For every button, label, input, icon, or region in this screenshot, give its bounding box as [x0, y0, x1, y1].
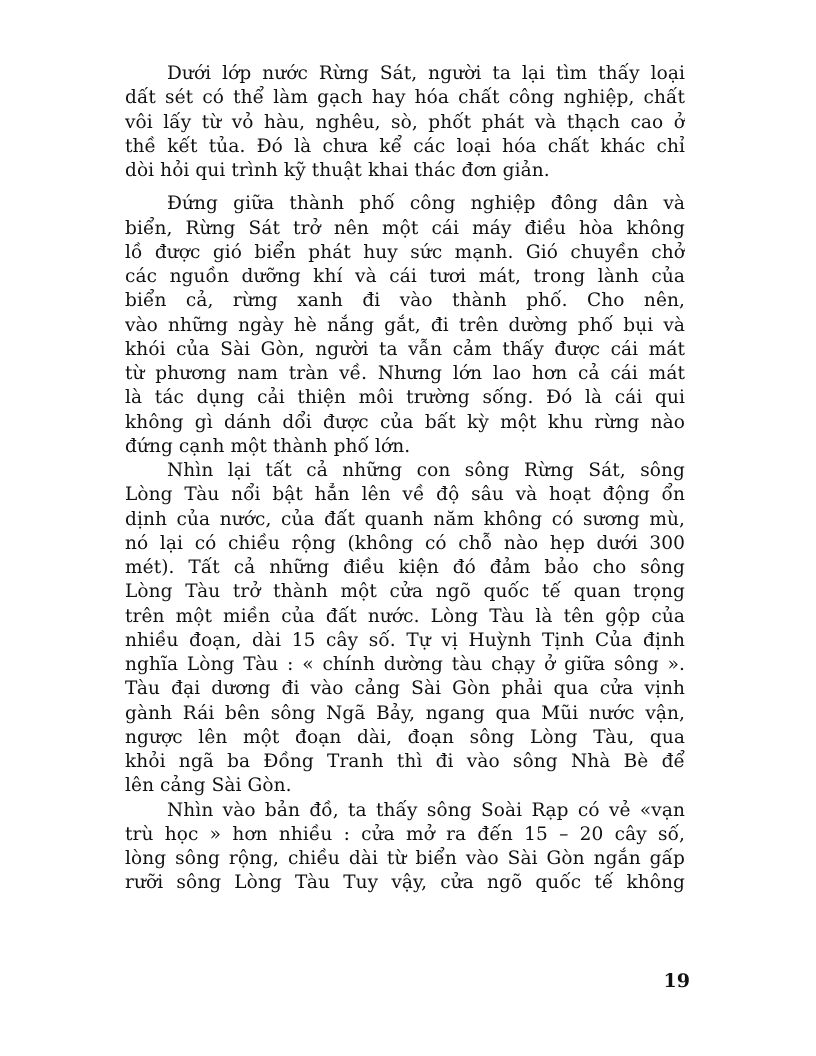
text-line: dịnh của nước, của đất quanh năm không có sương mù,	[125, 508, 685, 530]
text-line: Nhìn vào bản đồ, ta thấy sông Soài Rạp có vẻ «vạn	[167, 799, 685, 821]
text-line: vào những ngày hè nắng gắt, đi trên dường phố bụi và	[125, 314, 685, 336]
text-line: thề kết tủa. Đó là chưa kể các loại hóa chất khác chỉ	[125, 135, 685, 157]
text-line: Tàu đại dương đi vào cảng Sài Gòn phải qua cửa vịnh	[125, 678, 685, 700]
page-number: 19	[663, 970, 690, 992]
text-line: gành Rái bên sông Ngã Bảy, ngang qua Mũi nước vận,	[125, 702, 685, 724]
text-line: ngược lên một đoạn dài, đoạn sông Lòng Tàu, qua	[125, 726, 685, 748]
paragraph-1	[125, 62, 685, 183]
paragraph-4	[125, 799, 685, 896]
text-line: đứng cạnh một thành phố lớn.	[125, 435, 411, 457]
text-line: Nhìn lại tất cả những con sông Rừng Sát, sông	[167, 460, 685, 481]
text-line: nghĩa Lòng Tàu : « chính dường tàu chạy ở giữa sông ».	[125, 654, 685, 675]
paragraph-3	[125, 459, 685, 799]
body-text	[125, 62, 685, 896]
text-line: là tác dụng cải thiện môi trường sống. Đó là cái qui	[125, 387, 685, 409]
paragraph-2	[125, 192, 685, 459]
text-line: vôi lấy từ vỏ hàu, nghêu, sò, phốt phát và thạch cao ở	[125, 111, 685, 133]
text-line: biển cả, rừng xanh đi vào thành phố. Cho nên,	[125, 290, 685, 312]
text-line: khói của Sài Gòn, người ta vẫn cảm thấy được cái mát	[125, 338, 685, 360]
text-line: lồ được gió biển phát huy sức mạnh. Gió chuyền chở	[125, 241, 685, 263]
text-line: các nguồn dưỡng khí và cái tươi mát, trong lành của	[125, 266, 685, 287]
text-line: không gì dánh dổi được của bất kỳ một khu rừng nào	[125, 411, 685, 433]
text-line: Lòng Tàu nổi bật hẳn lên về độ sâu và hoạt động ổn	[125, 484, 685, 506]
text-line: Dưới lớp nước Rừng Sát, người ta lại tìm thấy loại	[167, 63, 685, 84]
text-line: trên một miền của đất nước. Lòng Tàu là tên gộp của	[125, 605, 685, 627]
text-line: lòng sông rộng, chiều dài từ biển vào Sài Gòn ngắn gấp	[125, 848, 685, 869]
text-line: khỏi ngã ba Đồng Tranh thì đi vào sông Nhà Bè để	[125, 751, 685, 772]
text-line: nhiều đoạn, dài 15 cây số. Tự vị Huỳnh Tịnh Của định	[125, 629, 685, 651]
text-line: biển, Rừng Sát trở nên một cái máy điều hòa không	[125, 217, 685, 239]
text-line: rưỡi sông Lòng Tàu Tuy vậy, cửa ngõ quốc tế không	[125, 872, 685, 894]
text-line: lên cảng Sài Gòn.	[125, 775, 292, 797]
text-line: từ phương nam tràn về. Nhưng lớn lao hơn cả cái mát	[125, 363, 685, 384]
text-line: dòi hỏi qui trình kỹ thuật khai thác đơn giản.	[125, 160, 550, 181]
text-line: Đứng giữa thành phố công nghiệp đông dân và	[167, 193, 685, 215]
text-line: nó lại có chiều rộng (không có chỗ nào hẹp dưới 300	[125, 532, 685, 554]
text-line: mét). Tất cả những điều kiện đó đảm bảo cho sông	[125, 557, 685, 578]
text-line: Lòng Tàu trở thành một cửa ngõ quốc tế quan trọng	[125, 581, 685, 603]
text-line: trù học » hơn nhiều : cửa mở ra đến 15 – 20 cây số,	[125, 823, 685, 845]
text-line: dất sét có thể làm gạch hay hóa chất công nghiệp, chất	[125, 87, 685, 109]
